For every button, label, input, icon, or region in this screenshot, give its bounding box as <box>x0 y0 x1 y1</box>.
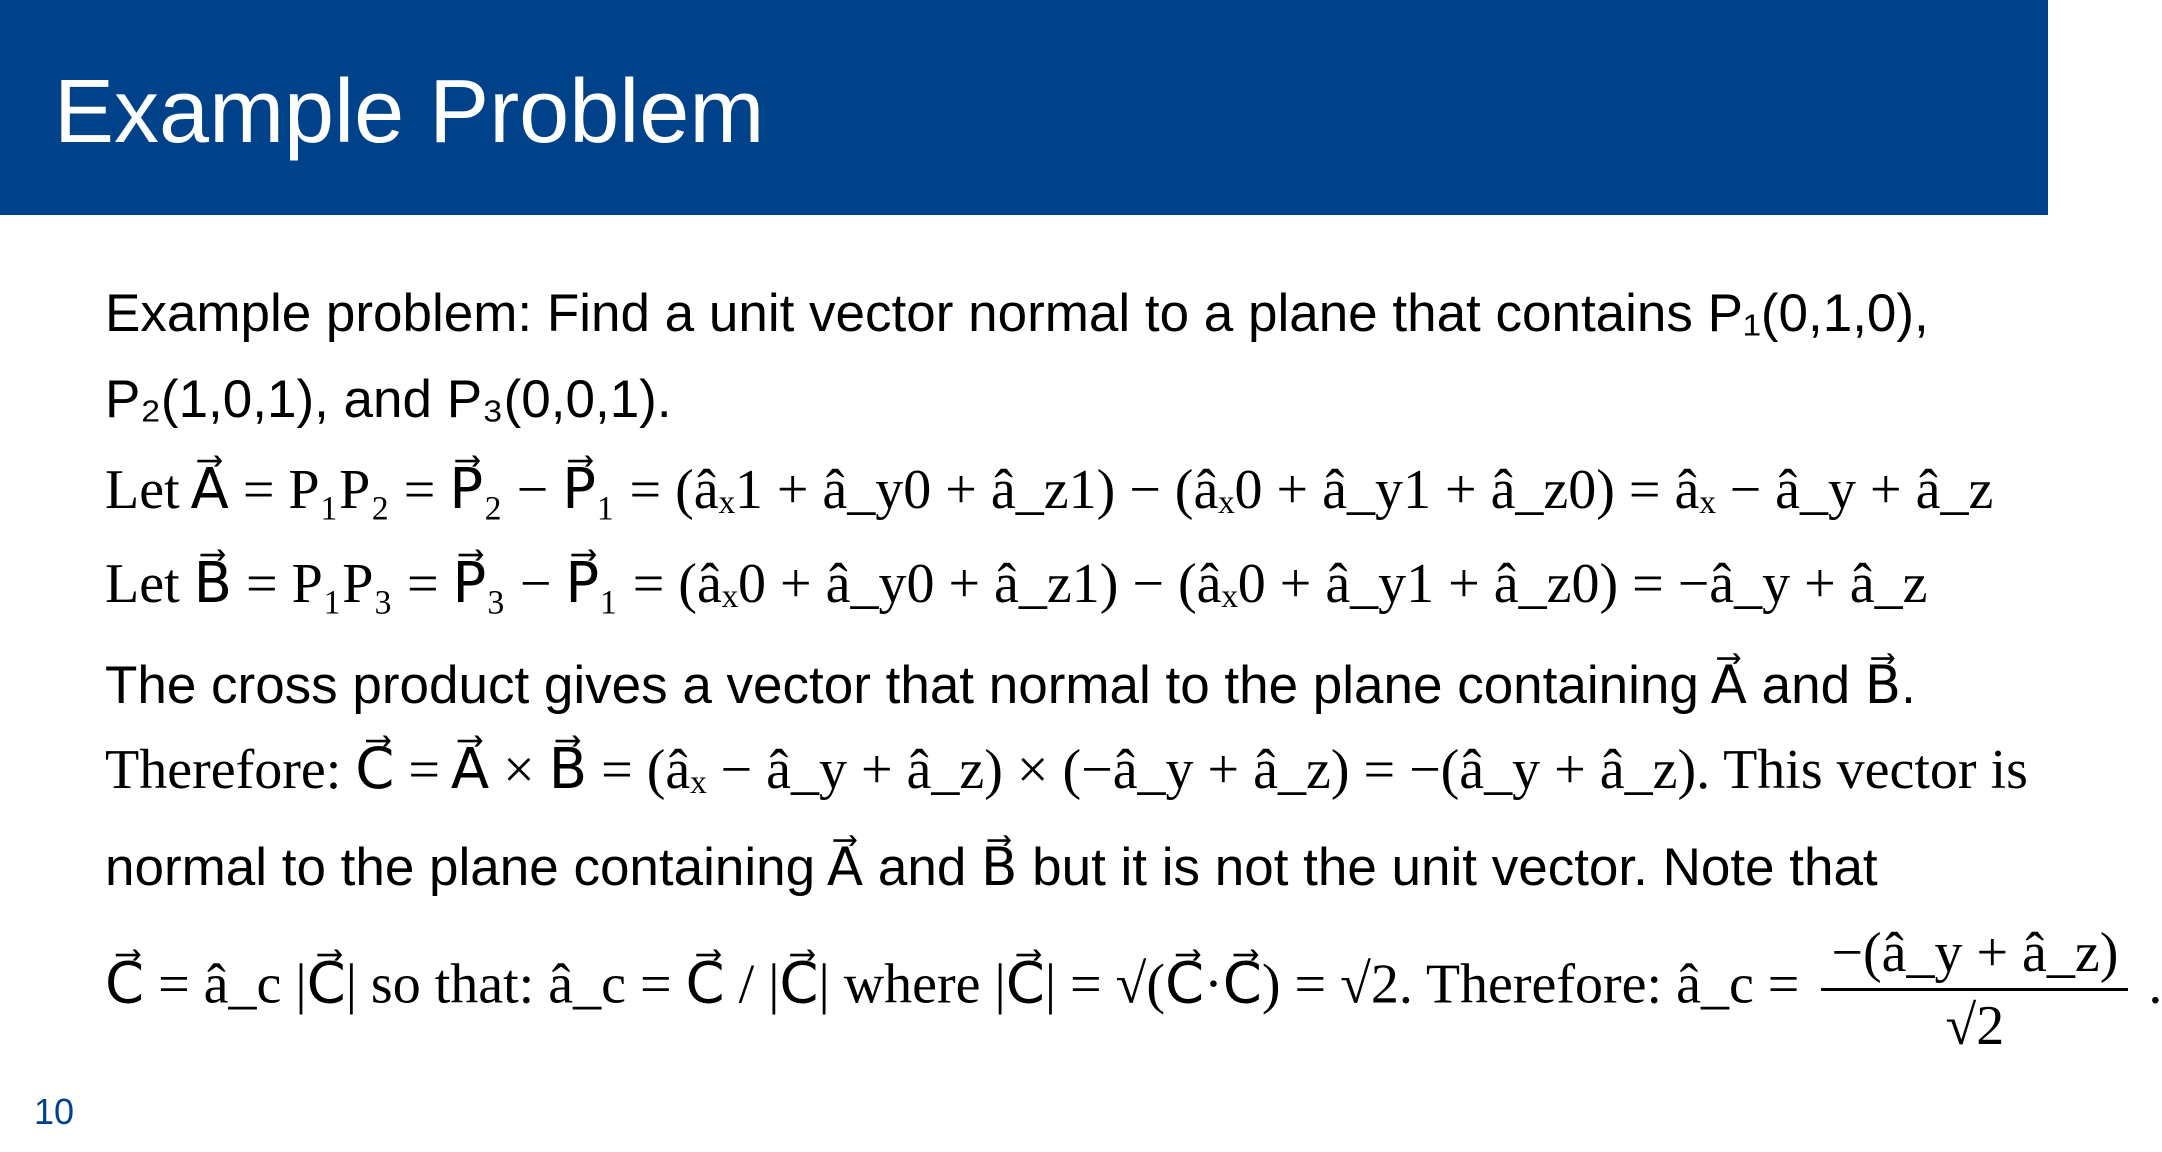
unit-vector-fraction <box>1821 918 2128 1061</box>
unit-vector-period: . <box>2148 953 2162 1016</box>
cross-product-equation: Therefore: C⃗ = A⃗ × B⃗ = (âₓ − â_y + â_z) × (−â_y + â_z) = −(â_y + â_z). This vector is <box>105 739 2028 801</box>
title-bar <box>0 0 2048 215</box>
problem-line-2: P₂(1,0,1), and P₃(0,0,1). <box>105 370 672 429</box>
let-b-equation: Let B⃗ = P₁P₃ = P⃗₃ − P⃗₁ = (âₓ0 + â_y0 + â_z1) − (âₓ0 + â_y1 + â_z0) = −â_y + â_z <box>105 553 1928 615</box>
fraction-numerator: −(â_y + â_z) <box>1821 918 2128 991</box>
problem-line-1: Example problem: Find a unit vector normal to a plane that contains P₁(0,1,0), <box>105 284 1929 343</box>
let-a-equation: Let A⃗ = P₁P₂ = P⃗₂ − P⃗₁ = (âₓ1 + â_y0 + â_z1) − (âₓ0 + â_y1 + â_z0) = âₓ − â_y + â_z <box>105 459 1994 521</box>
page-number: 10 <box>34 1091 75 1132</box>
unit-vector-equation <box>105 918 2162 1061</box>
cross-product-line-3: normal to the plane containing A⃗ and B⃗ but it is not the unit vector. Note that <box>105 838 1878 897</box>
unit-vector-prefix: C⃗ = â_c |C⃗| so that: â_c = C⃗ / |C⃗| where |C⃗| = √(C⃗·C⃗) = √2. Therefore: â_c = <box>105 953 1800 1016</box>
cross-product-line-1: The cross product gives a vector that normal to the plane containing A⃗ and B⃗. <box>105 656 1916 715</box>
fraction-denominator: √2 <box>1945 995 2005 1057</box>
slide-title: Example Problem <box>54 62 765 162</box>
